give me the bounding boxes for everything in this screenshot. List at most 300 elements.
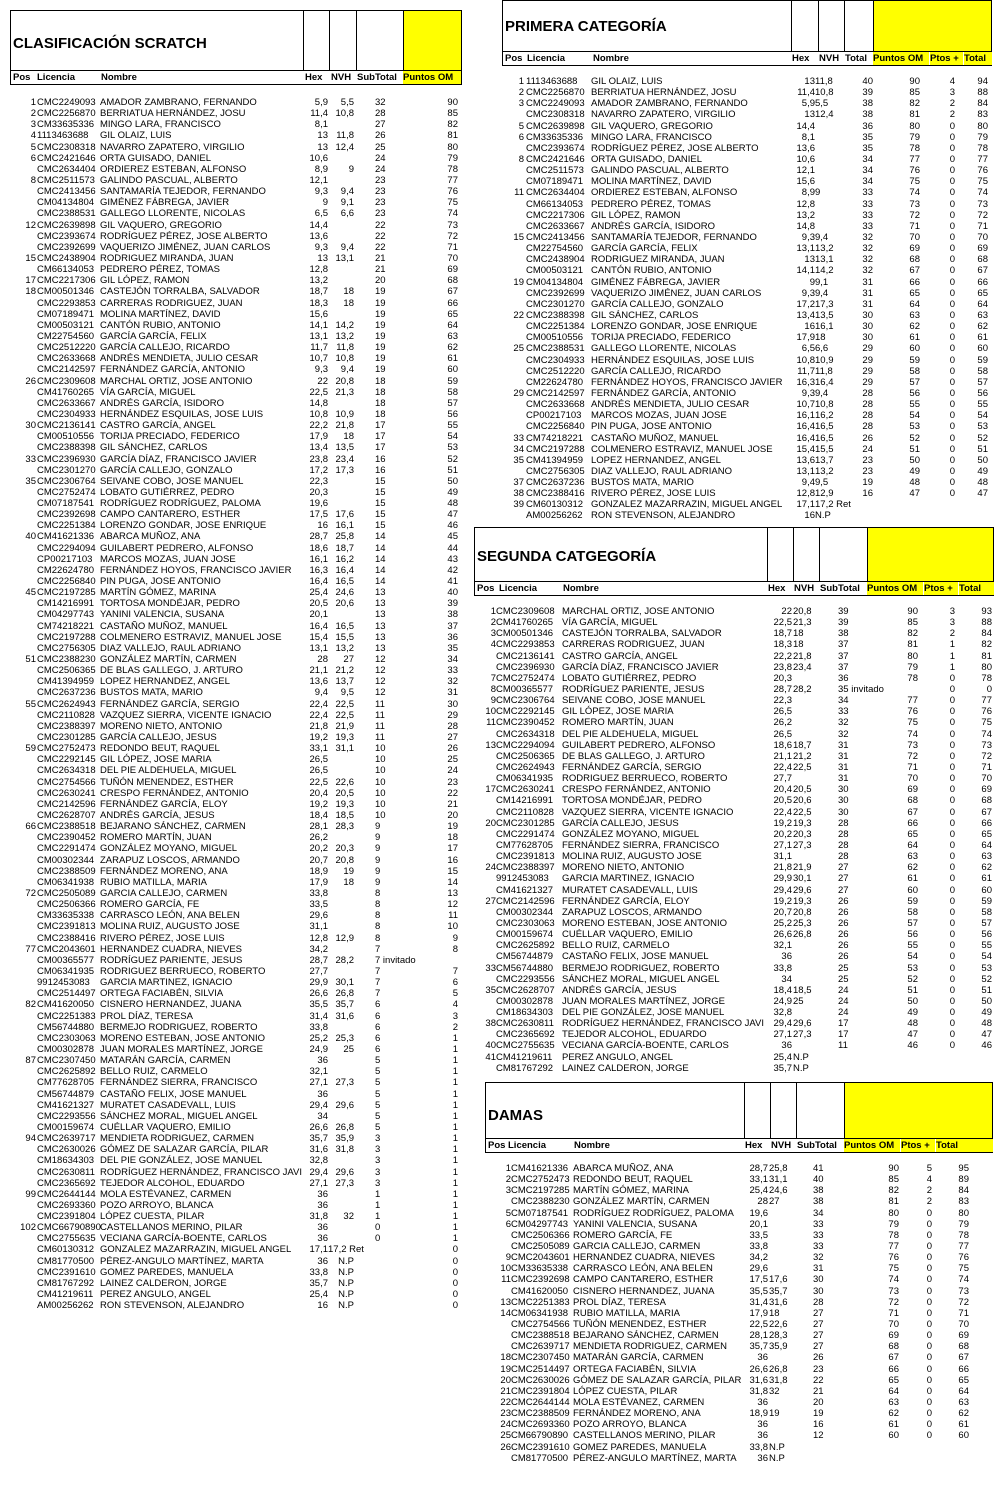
cell-nombre: GIL SÁNCHEZ, CARLOS xyxy=(100,442,208,454)
cell-nombre: FERNÁNDEZ GARCÍA, ELOY xyxy=(562,895,690,907)
table-row xyxy=(474,795,994,806)
cell-licencia: CMC2630026 xyxy=(511,1374,570,1386)
cell-total-final: 73 xyxy=(977,198,988,210)
cell-licencia: CMC2514497 xyxy=(37,988,96,1000)
cell-licencia: CMC2421646 xyxy=(526,153,585,165)
cell-pos: 18 xyxy=(25,286,36,298)
cell-licencia: CMC2197288 xyxy=(37,631,96,643)
cell-hex: 29,4 xyxy=(773,884,792,896)
cell-subtotal: 22 xyxy=(813,1374,824,1386)
cell-pos: 51 xyxy=(25,654,36,666)
cell-nombre: RODRIGUEZ BERRUECO, ROBERTO xyxy=(100,965,266,977)
cell-ptos: 0 xyxy=(949,332,955,344)
cell-puntos: 61 xyxy=(909,332,920,344)
cell-hex: 33,8 xyxy=(309,887,328,899)
cell-puntos: 10 xyxy=(447,921,458,933)
table-row xyxy=(485,1319,993,1330)
cell-puntos: 79 xyxy=(447,152,458,164)
cell-subtotal: 26 xyxy=(375,130,386,142)
cell-nvh: 32 xyxy=(343,1211,354,1223)
cell-nombre: MATARÁN GARCÍA, CARMEN xyxy=(573,1352,704,1364)
cell-nombre: VÍA GARCÍA, MIGUEL xyxy=(562,617,658,629)
cell-hex: 13 xyxy=(804,254,815,266)
table-row xyxy=(485,1196,993,1207)
cell-puntos: 44 xyxy=(447,542,458,554)
cell-nombre: DEL PIE GONZÁLEZ, JOSE MANUEL xyxy=(100,1155,263,1167)
cell-hex: 28 xyxy=(317,654,328,666)
cell-licencia: CMC2307450 xyxy=(511,1352,570,1364)
cell-nombre: CARRERAS RODRIGUEZ, JUAN xyxy=(100,297,243,309)
cell-pos: 55 xyxy=(25,698,36,710)
cell-subtotal: 19 xyxy=(375,330,386,342)
cell-puntos: 35 xyxy=(447,642,458,654)
cell-nvh: 26,8 xyxy=(335,988,354,1000)
table-row xyxy=(502,265,992,276)
cell-hex: 33,8 xyxy=(773,962,792,974)
table-row xyxy=(10,565,462,576)
cell-subtotal: 14 xyxy=(375,564,386,576)
cell-hex: 17,1 xyxy=(796,499,815,511)
cell-ptos: 2 xyxy=(926,1196,932,1208)
cell-subtotal: 14 xyxy=(375,576,386,588)
cell-nombre: CASTELLANOS MERINO, PILAR xyxy=(100,1222,243,1234)
col-hex: Hex xyxy=(768,583,786,594)
cell-hex: 13,2 xyxy=(309,275,328,287)
cell-puntos: 56 xyxy=(447,408,458,420)
cell-pos: 24 xyxy=(485,862,496,874)
cell-licencia: CM00302344 xyxy=(496,906,554,918)
col-nvh: NVH xyxy=(794,583,815,594)
table-row xyxy=(10,175,462,186)
cell-nombre: DEL PIE ALDEHUELA, MIGUEL xyxy=(100,765,237,777)
cell-nombre: BELLO RUIZ, CARMELO xyxy=(562,940,670,952)
cell-nombre: LOBATO GUTIÉRREZ, PEDRO xyxy=(562,672,697,684)
cell-hex: 22,4 xyxy=(309,709,328,721)
cell-nombre: MOLINA RUIZ, AUGUSTO JOSE xyxy=(100,921,240,933)
cell-ptos: 0 xyxy=(949,243,955,255)
cell-total-final: 66 xyxy=(977,276,988,288)
table-row xyxy=(10,543,462,554)
cell-pos: 1 xyxy=(30,97,36,108)
cell-licencia: CMC2634404 xyxy=(526,187,585,199)
table-row xyxy=(485,1308,993,1319)
cell-licencia: CMC2256870 xyxy=(37,108,96,120)
cell-nvh: 27,3 xyxy=(335,1077,354,1089)
table-row xyxy=(10,1167,462,1178)
cell-subtotal: 37 xyxy=(838,661,849,673)
cell-licencia: CMC2396930 xyxy=(37,453,96,465)
cell-nombre: TORTOSA MONDÉJAR, PEDRO xyxy=(100,598,240,610)
cell-subtotal: 12 xyxy=(813,1430,824,1442)
cell-total-final: 93 xyxy=(981,606,992,617)
cell-licencia: CMC2392699 xyxy=(526,287,585,299)
cell-subtotal: 10 xyxy=(375,776,386,788)
cell-licencia: CMC2197285 xyxy=(37,587,96,599)
cell-puntos: 1 xyxy=(452,1055,458,1067)
cell-nombre: BUSTOS MATA, MARIO xyxy=(100,687,203,699)
table-row xyxy=(502,388,992,399)
cell-subtotal: 5 xyxy=(375,1099,381,1111)
table-row xyxy=(502,410,992,421)
cell-total-final: 59 xyxy=(981,895,992,907)
cell-pos: 72 xyxy=(25,887,36,899)
cell-licencia: CMC2293556 xyxy=(37,1110,96,1122)
cell-puntos: 73 xyxy=(909,198,920,210)
cell-subtotal: 13 xyxy=(375,609,386,621)
cell-nombre: ORDIEREZ ESTEBAN, ALFONSO xyxy=(591,187,738,199)
cell-puntos: 69 xyxy=(907,784,918,796)
cell-subtotal: 27 xyxy=(813,1341,824,1353)
cell-total-final: 74 xyxy=(981,728,992,740)
cell-ptos: 0 xyxy=(926,1218,932,1230)
cell-hex: 20,1 xyxy=(309,609,328,621)
table-row xyxy=(502,121,992,132)
cell-licencia: AM00256262 xyxy=(526,510,583,522)
cell-nvh: N.P xyxy=(769,1452,785,1464)
cell-total-final: 66 xyxy=(981,817,992,829)
cell-hex: 19,6 xyxy=(749,1207,768,1219)
col-ptos-mas: Ptos + xyxy=(924,582,958,595)
cell-puntos: 51 xyxy=(447,464,458,476)
cell-puntos: 78 xyxy=(447,163,458,175)
cell-hex: 26,5 xyxy=(773,706,792,718)
cell-total-final: 63 xyxy=(977,309,988,321)
cell-pos: 13 xyxy=(500,1296,511,1308)
cell-nombre: GIMÉNEZ FÁBREGA, JAVIER xyxy=(100,197,230,209)
cell-puntos: 76 xyxy=(447,186,458,198)
cell-subtotal: 7 xyxy=(375,965,381,977)
cell-pos: 40 xyxy=(485,1040,496,1052)
cell-licencia: CMC2304933 xyxy=(526,354,585,366)
table-row xyxy=(10,353,462,364)
cell-nvh: 31,8 xyxy=(335,1144,354,1156)
table-row xyxy=(502,277,992,288)
cell-total-final: 51 xyxy=(977,443,988,455)
cell-ptos: 0 xyxy=(949,906,955,918)
cell-total-final: 48 xyxy=(977,477,988,489)
cell-puntos: 82 xyxy=(909,98,920,110)
cell-licencia: CMC2390452 xyxy=(37,832,96,844)
table-row xyxy=(10,1256,462,1267)
cell-puntos: 53 xyxy=(909,421,920,433)
cell-hex: 18,4 xyxy=(773,984,792,996)
cell-subtotal: 33 xyxy=(813,1229,824,1241)
cell-hex: 11,4 xyxy=(797,87,815,99)
table-row xyxy=(10,1133,462,1144)
cell-ptos: 0 xyxy=(926,1240,932,1252)
table-row xyxy=(502,199,992,210)
cell-hex: 33,5 xyxy=(309,899,328,911)
cell-subtotal: 26 xyxy=(813,1352,824,1364)
cell-nvh: 13,2 xyxy=(335,642,354,654)
cell-pos: 3 xyxy=(30,119,36,131)
cell-subtotal: 39 xyxy=(838,606,849,617)
cell-puntos: 1 xyxy=(452,1088,458,1100)
table-row xyxy=(485,1252,993,1263)
cell-hex: 31,8 xyxy=(749,1385,768,1397)
cell-nombre: GIL VAQUERO, GREGORIO xyxy=(591,120,713,132)
cell-nombre: SANTAMARÍA TEJEDOR, FERNANDO xyxy=(591,231,757,243)
cell-nvh: 17,6 xyxy=(335,509,354,521)
cell-nombre: VECIANA GARCÍA-BOENTE, CARLOS xyxy=(100,1233,267,1245)
cell-puntos: 31 xyxy=(447,687,458,699)
cell-hex: 31,4 xyxy=(749,1296,768,1308)
cell-nvh: 12,9 xyxy=(335,932,354,944)
cell-puntos: 48 xyxy=(447,498,458,510)
cell-total-final: 70 xyxy=(981,773,992,785)
cell-hex: 25,4 xyxy=(309,1289,328,1301)
cell-hex: 14,1 xyxy=(796,265,815,277)
cell-ptos: 0 xyxy=(949,465,955,477)
cell-licencia: CM41620050 xyxy=(37,999,95,1011)
cell-nvh: 21,2 xyxy=(793,750,812,762)
cell-pos: 45 xyxy=(25,587,36,599)
cell-pos: 13 xyxy=(485,739,496,751)
table-row xyxy=(10,910,462,921)
scratch-title: CLASIFICACIÓN SCRATCH xyxy=(13,35,207,52)
cell-total-final: 69 xyxy=(981,784,992,796)
cell-hex: 16,1 xyxy=(796,410,815,422)
table-row xyxy=(10,1233,462,1244)
cell-total-final: 47 xyxy=(977,488,988,500)
cell-pos: 6 xyxy=(505,1218,511,1230)
col-nombre: Nombre xyxy=(563,583,599,594)
cell-nvh: 12,9 xyxy=(815,488,834,500)
cell-ptos: 0 xyxy=(949,784,955,796)
cell-puntos: 59 xyxy=(907,895,918,907)
cell-ptos: 0 xyxy=(949,131,955,143)
cell-nvh: 27 xyxy=(343,654,354,666)
cell-ptos: 0 xyxy=(926,1419,932,1431)
table-row xyxy=(474,762,994,773)
cell-puntos: 47 xyxy=(447,509,458,521)
cell-nombre: BERRIATUA HERNÁNDEZ, JOSU xyxy=(100,108,246,120)
cell-puntos: 90 xyxy=(909,76,920,87)
cell-total: 29 xyxy=(862,354,873,366)
cell-puntos: 38 xyxy=(447,609,458,621)
cell-total-final: 67 xyxy=(977,265,988,277)
cell-hex: 16,4 xyxy=(796,432,815,444)
cell-licencia: CM04134804 xyxy=(526,276,584,288)
cell-puntos: 30 xyxy=(447,698,458,710)
cell-licencia: CMC2391610 xyxy=(37,1266,96,1278)
cell-pos: 1 xyxy=(505,1163,511,1174)
table-row xyxy=(485,1297,993,1308)
cell-licencia: CMC2301285 xyxy=(496,817,555,829)
cell-nombre: MARCHAL ORTIZ, JOSE ANTONIO xyxy=(100,375,253,387)
cell-total: 29 xyxy=(862,376,873,388)
cell-licencia: CMC2388398 xyxy=(37,442,96,454)
cell-licencia: CM74218221 xyxy=(37,620,95,632)
cell-licencia: CM66790890 xyxy=(511,1430,569,1442)
cell-puntos: 41 xyxy=(447,576,458,588)
cell-pos: 4 xyxy=(30,130,36,142)
table-row xyxy=(502,176,992,187)
cell-hex: 17,9 xyxy=(309,876,328,888)
cell-nvh: 10,8 xyxy=(335,108,354,120)
cell-pos: 21 xyxy=(500,1385,511,1397)
cell-licencia: CMC2505089 xyxy=(37,887,96,899)
cell-puntos: 90 xyxy=(888,1163,899,1174)
cell-total-final: 65 xyxy=(958,1374,969,1386)
table-row xyxy=(502,154,992,165)
cell-hex: 10,8 xyxy=(309,408,328,420)
cell-subtotal: 18 xyxy=(375,375,386,387)
cell-nombre: LÓPEZ CUESTA, PILAR xyxy=(100,1211,205,1223)
cell-pos: 25 xyxy=(513,343,524,355)
cell-hex: 12,1 xyxy=(796,165,815,177)
cell-subtotal: 10 xyxy=(375,743,386,755)
cell-hex: 12,8 xyxy=(309,932,328,944)
cell-total-final: 55 xyxy=(977,399,988,411)
col-nvh: NVH xyxy=(771,1140,792,1151)
cell-total-final: 51 xyxy=(981,984,992,996)
cell-nvh: 9,1 xyxy=(815,276,829,288)
cell-subtotal: 31 xyxy=(838,761,849,773)
cell-puntos: 78 xyxy=(888,1229,899,1241)
cell-nombre: POZO ARROYO, BLANCA xyxy=(573,1419,687,1431)
cell-ptos: 0 xyxy=(926,1408,932,1420)
cell-nombre: MARCOS MOZAS, JUAN JOSE xyxy=(591,410,727,422)
cell-nvh: 17,6 xyxy=(769,1274,788,1286)
cell-hex: 25,4 xyxy=(749,1185,768,1197)
cell-subtotal: 5 xyxy=(375,1121,381,1133)
cell-nombre: GARCIA CALLEJO, CARMEN xyxy=(573,1240,701,1252)
cell-nombre: CASTRO GARCÍA, ANGEL xyxy=(562,650,678,662)
cell-hex: 18,7 xyxy=(309,286,328,298)
cell-puntos: 21 xyxy=(447,798,458,810)
cell-nombre: GÓMEZ DE SALAZAR GARCÍA, PILAR xyxy=(573,1374,742,1386)
cell-total-final: 47 xyxy=(981,1029,992,1041)
cell-licencia: CM00501346 xyxy=(37,286,95,298)
cell-nvh: 5,5 xyxy=(815,98,829,110)
cell-nombre: HERNANDEZ CUADRA, NIEVES xyxy=(573,1252,715,1264)
cell-puntos: 7 xyxy=(452,965,458,977)
segunda-points-highlight xyxy=(867,528,993,581)
cell-nombre: MOLINA MARTÍNEZ, DAVID xyxy=(591,176,712,188)
cell-puntos: 67 xyxy=(447,286,458,298)
cell-subtotal: 28 xyxy=(375,108,386,120)
table-row xyxy=(10,1300,462,1311)
table-row xyxy=(474,695,994,706)
cell-pos: 3 xyxy=(518,98,524,110)
cell-nombre: RODRÍGUEZ PARIENTE, JESUS xyxy=(100,954,243,966)
cell-hex: 36 xyxy=(317,1199,328,1211)
cell-licencia: CMC2630241 xyxy=(37,787,96,799)
cell-licencia: CM56744880 xyxy=(37,1021,95,1033)
table-row xyxy=(485,1352,993,1363)
table-row xyxy=(502,377,992,388)
cell-subtotal: 21 xyxy=(813,1385,824,1397)
cell-nombre: GARCIA MARTINEZ, IGNACIO xyxy=(100,977,233,989)
cell-subtotal: 7 xyxy=(375,943,381,955)
cell-pos: 18 xyxy=(500,1352,511,1364)
cell-subtotal: 33 xyxy=(813,1240,824,1252)
table-row xyxy=(10,387,462,398)
cell-subtotal: 21 xyxy=(375,264,386,276)
cell-pos: 10 xyxy=(500,1263,511,1275)
cell-nvh: N.P xyxy=(793,1051,809,1063)
cell-total-final: 79 xyxy=(977,131,988,143)
cell-licencia: CMC2752474 xyxy=(496,672,555,684)
cell-total-final: 64 xyxy=(981,839,992,851)
cell-hex: 33,8 xyxy=(749,1240,768,1252)
cell-puntos: 1 xyxy=(452,1110,458,1122)
cell-puntos: 58 xyxy=(909,365,920,377)
cell-pos: 33 xyxy=(485,962,496,974)
cell-nvh: 18 xyxy=(343,876,354,888)
cell-licencia: CMC2308318 xyxy=(37,141,96,153)
cell-licencia: CMC2506366 xyxy=(511,1229,570,1241)
cell-nvh: 21,9 xyxy=(335,720,354,732)
cell-subtotal: 22 xyxy=(375,219,386,231)
cell-subtotal: 5 xyxy=(375,1110,381,1122)
cell-pos: 35 xyxy=(25,475,36,487)
table-row xyxy=(10,531,462,542)
cell-puntos: 1 xyxy=(452,1121,458,1133)
cell-total: 23 xyxy=(862,465,873,477)
cell-ptos: 5 xyxy=(926,1163,932,1174)
table-row xyxy=(485,1408,993,1419)
damas-title: DAMAS xyxy=(488,1107,543,1124)
cell-licencia: CM41621336 xyxy=(511,1163,569,1174)
table-row xyxy=(485,1430,993,1441)
cell-ptos: 0 xyxy=(949,477,955,489)
cell-hex: 17,5 xyxy=(309,509,328,521)
table-row xyxy=(10,743,462,754)
cell-nombre: GUILABERT PEDRERO, ALFONSO xyxy=(100,542,254,554)
cell-subtotal: 15 xyxy=(375,486,386,498)
cell-hex: 16,1 xyxy=(309,553,328,565)
cell-hex: 14,8 xyxy=(309,397,328,409)
cell-licencia: CMC2511573 xyxy=(37,174,95,186)
cell-hex: 27,1 xyxy=(309,1177,328,1189)
table-row xyxy=(10,108,462,119)
cell-nombre: PEDRERO PÉREZ, TOMAS xyxy=(100,264,221,276)
table-row xyxy=(474,951,994,962)
table-row xyxy=(10,598,462,609)
table-row xyxy=(502,76,992,87)
cell-subtotal: 12 xyxy=(375,654,386,666)
cell-nombre: GARCÍA CALLEJO, GONZALO xyxy=(591,298,724,310)
cell-hex: 21,8 xyxy=(773,862,792,874)
cell-total: 30 xyxy=(862,321,873,333)
cell-nombre: BERMEJO RODRIGUEZ, ROBERTO xyxy=(100,1021,258,1033)
cell-total: 32 xyxy=(862,243,873,255)
cell-nvh: 19,3 xyxy=(335,798,354,810)
cell-ptos: 0 xyxy=(949,443,955,455)
cell-nvh: 22,5 xyxy=(335,698,354,710)
cell-pos: 1 xyxy=(490,606,496,617)
cell-nombre: MARCOS MOZAS, JUAN JOSE xyxy=(100,553,236,565)
cell-hex: 22,3 xyxy=(309,475,328,487)
cell-ptos: 0 xyxy=(949,321,955,333)
cell-ptos: 0 xyxy=(926,1318,932,1330)
cell-hex: 33,1 xyxy=(749,1174,768,1186)
cell-hex: 36 xyxy=(757,1430,768,1442)
cell-licencia: CM33635338 xyxy=(37,910,95,922)
cell-hex: 16,4 xyxy=(309,620,328,632)
cell-puntos: 16 xyxy=(447,854,458,866)
cell-total-final: 58 xyxy=(981,906,992,918)
cell-licencia: CM00302878 xyxy=(37,1043,95,1055)
cell-ptos: 0 xyxy=(949,220,955,232)
table-row xyxy=(10,732,462,743)
cell-nombre: MOLINA RUIZ, AUGUSTO JOSE xyxy=(562,851,702,863)
cell-ptos: 0 xyxy=(949,706,955,718)
cell-puntos: 85 xyxy=(907,617,918,629)
cell-nombre: GARCÍA CALLEJO, RICARDO xyxy=(100,342,230,354)
